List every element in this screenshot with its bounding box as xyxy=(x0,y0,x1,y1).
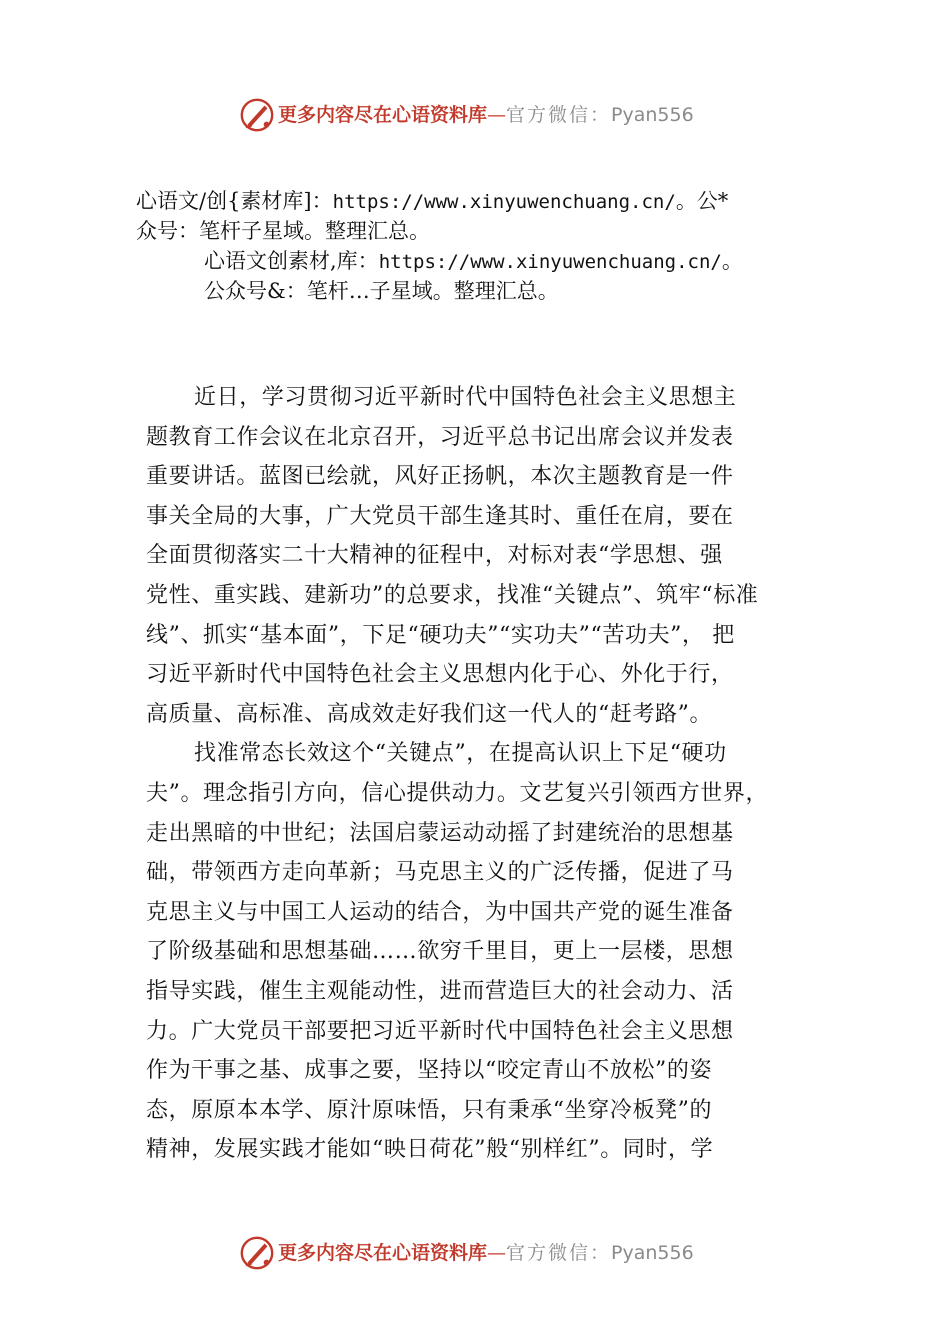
header-line-1 xyxy=(136,186,728,217)
body-line: 高质量、高标准、高成效走好我们这一代人的“赶考路”。 xyxy=(146,701,713,727)
watermark-code: Pyan556 xyxy=(611,1242,694,1264)
article-body xyxy=(146,378,826,1170)
body-line: 力。广大党员干部要把习近平新时代中国特色社会主义思想 xyxy=(146,1018,734,1044)
pen-logo-icon xyxy=(238,96,276,134)
header-line-3-url: https://www.xinyuwenchuang.cn/ xyxy=(378,251,722,273)
pen-logo-icon xyxy=(238,1234,276,1272)
body-line: 全面贯彻落实二十大精神的征程中，对标对表“学思想、强 xyxy=(146,543,723,569)
header-line-1-url: https://www.xinyuwenchuang.cn/ xyxy=(332,191,676,213)
watermark-label: 官方微信： xyxy=(506,1242,612,1264)
body-line: 党性、重实践、建新功”的总要求，找准“关键点”、筑牢“标准 xyxy=(146,582,759,608)
body-line: 线”、抓实“基本面”，下足“硬功夫”“实功夫”“苦功夫”， 把 xyxy=(146,622,735,648)
watermark-dash: — xyxy=(487,1242,507,1264)
watermark-text xyxy=(278,101,694,129)
body-line: 了阶级基础和思想基础……欲穷千里目，更上一层楼，思想 xyxy=(146,939,734,965)
header-line-1-prefix: 心语文/创{素材库]： xyxy=(136,189,333,213)
header-line-2: 众号：笔杆子星域。整理汇总。 xyxy=(136,219,430,243)
body-line: 事关全局的大事，广大党员干部生逢其时、重任在肩，要在 xyxy=(146,503,734,529)
watermark-banner-bottom xyxy=(0,1228,950,1278)
body-line: 找准常态长效这个“关键点”，在提高认识上下足“硬功 xyxy=(194,741,727,767)
body-line: 习近平新时代中国特色社会主义思想内化于心、外化于行， xyxy=(146,662,734,688)
header-line-3-prefix: 心语文创素材,库： xyxy=(204,249,379,273)
watermark-title: 更多内容尽在心语资料库 xyxy=(278,104,488,126)
body-line: 题教育工作会议在北京召开，习近平总书记出席会议并发表 xyxy=(146,424,734,450)
watermark-label: 官方微信： xyxy=(506,104,612,126)
body-line: 夫”。理念指引方向，信心提供动力。文艺复兴引领西方世界， xyxy=(146,780,769,806)
watermark-banner-top xyxy=(0,90,950,140)
header-line-3 xyxy=(204,246,743,277)
watermark-dash: — xyxy=(487,104,507,126)
body-line: 走出黑暗的中世纪；法国启蒙运动动摇了封建统治的思想基 xyxy=(146,820,734,846)
watermark-title: 更多内容尽在心语资料库 xyxy=(278,1242,488,1264)
header-line-1-suffix: 。公* xyxy=(675,189,729,213)
body-line: 精神，发展实践才能如“映日荷花”般“别样红”。同时，学 xyxy=(146,1137,714,1163)
body-line: 态，原原本本学、原汁原味悟，只有秉承“坐穿冷板凳”的 xyxy=(146,1097,713,1123)
header-line-3-suffix: 。 xyxy=(721,249,743,273)
body-line: 重要讲话。蓝图已绘就，风好正扬帆，本次主题教育是一件 xyxy=(146,464,734,490)
body-line: 指导实践，催生主观能动性，进而营造巨大的社会动力、活 xyxy=(146,978,734,1004)
body-line: 近日，学习贯彻习近平新时代中国特色社会主义思想主 xyxy=(194,385,737,410)
header-line-4: 公众号&：笔杆…子星域。整理汇总。 xyxy=(204,279,559,303)
body-line: 作为干事之基、成事之要，坚持以“咬定青山不放松”的姿 xyxy=(146,1058,713,1084)
watermark-text xyxy=(278,1239,694,1267)
body-line: 础，带领西方走向革新；马克思主义的广泛传播，促进了马 xyxy=(146,860,734,886)
body-line: 克思主义与中国工人运动的结合，为中国共产党的诞生准备 xyxy=(146,899,734,925)
watermark-code: Pyan556 xyxy=(611,104,694,126)
